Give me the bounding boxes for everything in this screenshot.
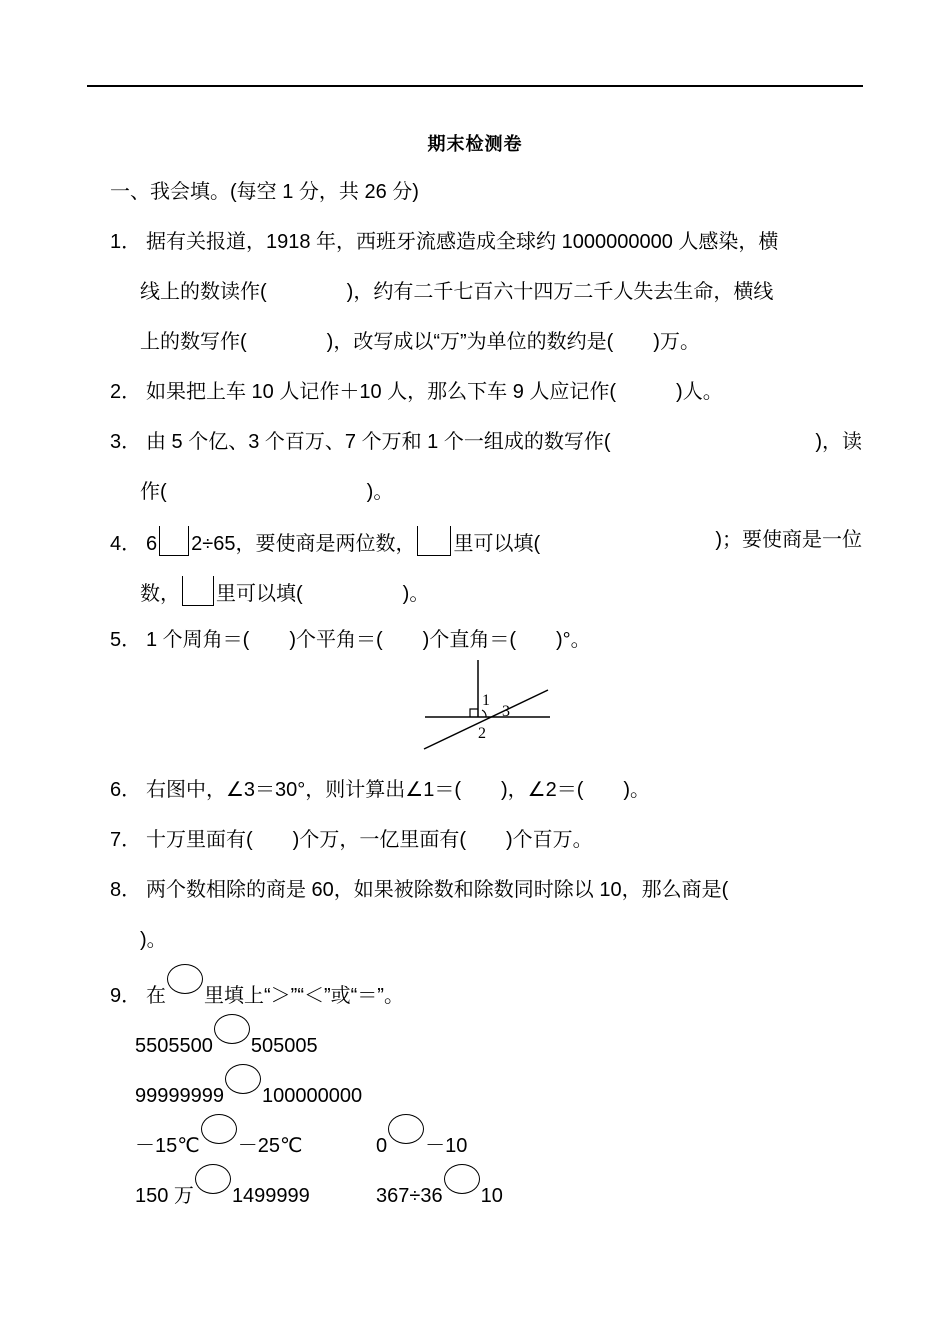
compare-item (135, 1074, 362, 1110)
compare-item (376, 1174, 503, 1210)
angle-label-2: 2 (478, 725, 486, 742)
compare-left: 99999999 (135, 1085, 224, 1107)
compare-circle[interactable] (388, 1114, 424, 1144)
question-text: 据有关报道，1918 年，西班牙流感造成全球约 1000000000 人感染，横 (146, 231, 779, 253)
question-1-line-3: 上的数写作( )，改写成以“万”为单位的数约是( )万。 (140, 331, 700, 353)
question-1-line-2: 线上的数读作( )，约有二千七百六十四万二千人失去生命，横线 (140, 281, 774, 303)
question-text: 右图中，∠3＝30°，则计算出∠1＝( )，∠2＝( )。 (146, 779, 651, 801)
question-text: )；要使商是一位 (715, 529, 862, 551)
question-text: 由 5 个亿、3 个百万、7 个万和 1 个一组成的数写作( (146, 431, 611, 453)
question-text: 里填上“＞”“＜”或“＝”。 (204, 985, 404, 1007)
question-text: 6 (146, 533, 158, 555)
question-3-line-2: 作( )。 (140, 481, 394, 503)
question-9 (110, 974, 404, 1010)
section-heading: 一、我会填。(每空 1 分，共 26 分) (110, 181, 419, 203)
question-8-line-2: )。 (140, 929, 167, 951)
question-number: 6． (110, 779, 142, 801)
compare-left: 150 万 (135, 1185, 194, 1207)
compare-circle (167, 964, 203, 994)
question-6 (110, 776, 650, 804)
compare-right: 1499999 (231, 1185, 310, 1207)
angle-arc (482, 710, 486, 717)
question-text: 1 个周角＝( )个平角＝( )个直角＝( )°。 (146, 629, 591, 651)
question-1-line-1 (110, 228, 862, 256)
question-text: 里可以填( )。 (216, 583, 430, 605)
answer-box[interactable] (417, 526, 451, 556)
question-number: 4． (110, 533, 142, 555)
angle-label-3: 3 (502, 703, 510, 720)
question-8-line-1 (110, 876, 728, 904)
page-title: 期末检测卷 (427, 134, 523, 154)
compare-left: 5505500 (135, 1035, 213, 1057)
question-4-line-1 (110, 526, 862, 558)
compare-circle[interactable] (225, 1064, 261, 1094)
question-4-line-2 (140, 576, 429, 608)
answer-box[interactable] (182, 576, 214, 606)
compare-right: 100000000 (261, 1085, 363, 1107)
top-rule (87, 85, 863, 87)
compare-item (135, 1174, 310, 1210)
compare-circle[interactable] (214, 1014, 250, 1044)
compare-item (135, 1024, 318, 1060)
compare-right: 10 (480, 1185, 503, 1207)
compare-circle[interactable] (444, 1164, 480, 1194)
angle-figure (420, 660, 560, 752)
compare-circle[interactable] (195, 1164, 231, 1194)
question-5 (110, 626, 591, 654)
compare-left: －15℃ (135, 1135, 200, 1157)
question-number: 1． (110, 231, 142, 253)
question-text: 两个数相除的商是 60，如果被除数和除数同时除以 10，那么商是( (146, 879, 729, 901)
question-text: 数， (140, 583, 180, 605)
compare-item (376, 1124, 467, 1160)
question-number: 7． (110, 829, 142, 851)
question-3-line-1 (110, 428, 862, 456)
question-number: 5． (110, 629, 142, 651)
question-text: 2÷65，要使商是两位数， (191, 533, 416, 555)
question-number: 3． (110, 431, 142, 453)
angle-label-1: 1 (482, 692, 490, 709)
compare-item (135, 1124, 302, 1160)
question-number: 8． (110, 879, 142, 901)
compare-right: －25℃ (237, 1135, 303, 1157)
compare-right: 505005 (250, 1035, 318, 1057)
question-number: 2． (110, 381, 142, 403)
compare-left: 0 (376, 1135, 388, 1157)
compare-right: －10 (425, 1135, 468, 1157)
question-text: 里可以填( (453, 533, 541, 555)
question-2 (110, 378, 723, 406)
right-angle-mark (470, 709, 478, 717)
question-text: )，读 (815, 431, 862, 453)
compare-circle[interactable] (201, 1114, 237, 1144)
question-text: 十万里面有( )个万，一亿里面有( )个百万。 (146, 829, 593, 851)
question-text: 如果把上车 10 人记作＋10 人，那么下车 9 人应记作( )人。 (146, 381, 723, 403)
answer-box[interactable] (159, 526, 189, 556)
question-7 (110, 826, 593, 854)
compare-left: 367÷36 (376, 1185, 443, 1207)
question-text: 在 (146, 985, 166, 1007)
question-number: 9． (110, 985, 142, 1007)
